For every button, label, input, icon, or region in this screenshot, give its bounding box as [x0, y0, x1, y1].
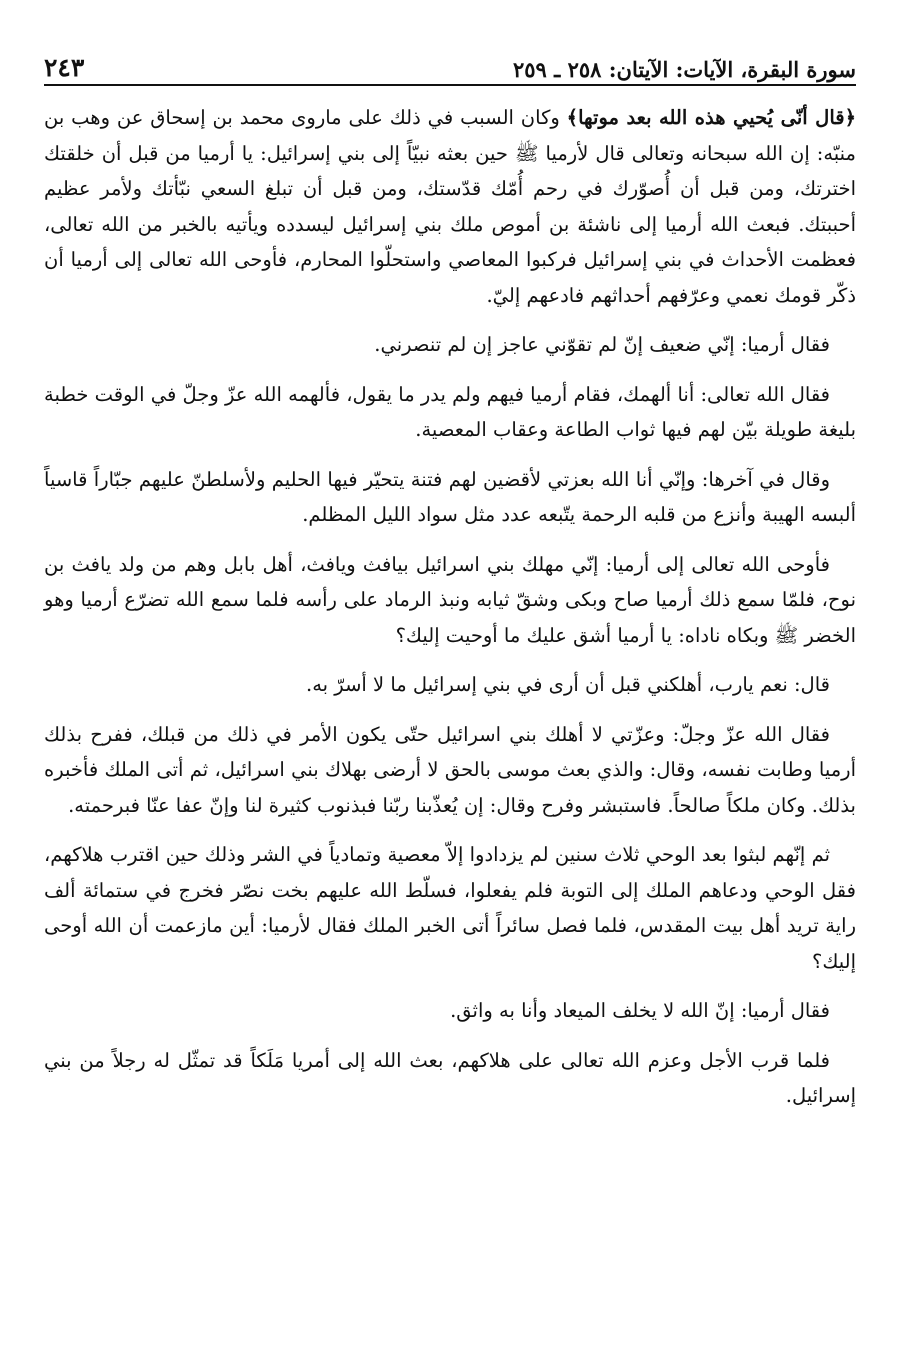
paragraph: فقال الله عزّ وجلّ: وعزّتي لا أهلك بني اسرائيل حتّى يكون الأمر في ذلك من قبلك، ففرح بذلك أرميا وطابت نفسه، وقال: والذي بعث موسى بالحق لا أرضى بهلاك بني اسرائيل، ثم أتى الملك فأخبره بذلك. وكان ملكاً صالحاً. فاستبشر وفرح وقال: إن يُعذّبنا ربّنا فبذنوب كثيرة لنا وإنّ عفا عنّا فبرحمته.: [44, 722, 856, 817]
paragraph: [44, 100, 856, 313]
paragraph: فقال أرميا: إنّ الله لا يخلف الميعاد وأنا به واثق.: [450, 999, 830, 1022]
surah-title: سورة البقرة، الآيات: الآيتان: ٢٥٨ ـ ٢٥٩: [512, 57, 856, 82]
paragraph: فقال أرميا: إنّي ضعيف إنّ لم تقوّني عاجز إن لم تنصرني.: [374, 333, 830, 356]
paragraph: فلما قرب الأجل وعزم الله تعالى على هلاكهم، بعث الله إلى أمريا مَلَكاً قد تمثّل له رجلاً من بني إسرائيل.: [44, 1048, 856, 1107]
running-header: [44, 44, 856, 86]
paragraph: فأوحى الله تعالى إلى أرميا: إنّي مهلك بني اسرائيل بيافث ويافث، أهل بابل وهم من ولد يافث بن نوح، فلمّا سمع ذلك أرميا صاح وبكى وشقّ ثيابه ونبذ الرماد على رأسه فلما سمع الله تضرّع أرميا وهو الخضر ﷺ وبكاه ناداه: يا أرميا أشق عليك ما أوحيت إليك؟: [44, 552, 856, 647]
page-body: [44, 100, 856, 1114]
quran-quote: ﴿قال أنّى يُحيي هذه الله بعد موتها﴾: [566, 106, 857, 129]
paragraph-text: وكان السبب في ذلك على ماروى محمد بن إسحاق عن وهب بن منبّه: إن الله سبحانه وتعالى قال لأرميا ﷺ حين بعثه نبيّاً إلى بني إسرائيل: يا أرميا من قبل أن خلقتك اخترتك، ومن قبل أن أُصوّرك في رحم أُمّك قدّستك، ومن قبل أن تبلغ السعي نبّأتك ولأمر عظيم أحببتك. فبعث الله أرميا إلى ناشئة بن أموص ملك بني إسرائيل ليسدده ويأتيه بالخبر من الله تعالى، فعظمت الأحداث في بني إسرائيل فركبوا المعاصي واستحلّوا المحارم، فأوحى الله تعالى إلى أرميا أن ذكّر قومك نعمي وعرّفهم أحداثهم فادعهم إليّ.: [44, 106, 856, 307]
book-page: [44, 44, 856, 1344]
page-number: ٢٤٣: [44, 53, 85, 82]
paragraph: فقال الله تعالى: أنا ألهمك، فقام أرميا فيهم ولم يدر ما يقول، فألهمه الله عزّ وجلّ في الوقت خطبة بليغة طويلة بيّن لهم فيها ثواب الطاعة وعقاب المعصية.: [44, 382, 856, 441]
paragraph: وقال في آخرها: وإنّي أنا الله بعزتي لأقضين لهم فتنة يتحيّر فيها الحليم ولأسلطنّ عليهم جبّاراً قاسياً ألبسه الهيبة وأنزع من قلبه الرحمة يتّبعه عدد مثل سواد الليل المظلم.: [44, 467, 856, 526]
paragraph: قال: نعم يارب، أهلكني قبل أن أرى في بني إسرائيل ما لا أسرّ به.: [306, 673, 830, 696]
paragraph: ثم إنّهم لبثوا بعد الوحي ثلاث سنين لم يزدادوا إلاّ معصية وتمادياً في الشر وذلك حين اقترب هلاكهم، فقل الوحي ودعاهم الملك إلى التوبة فلم يفعلوا، فسلّط الله عليهم بخت نصّر فخرج في ستمائة ألف راية تريد أهل بيت المقدس، فلما فصل سائراً أتى الخبر الملك فقال لأرميا: أين مازعمت أن الله أوحى إليك؟: [44, 843, 856, 973]
